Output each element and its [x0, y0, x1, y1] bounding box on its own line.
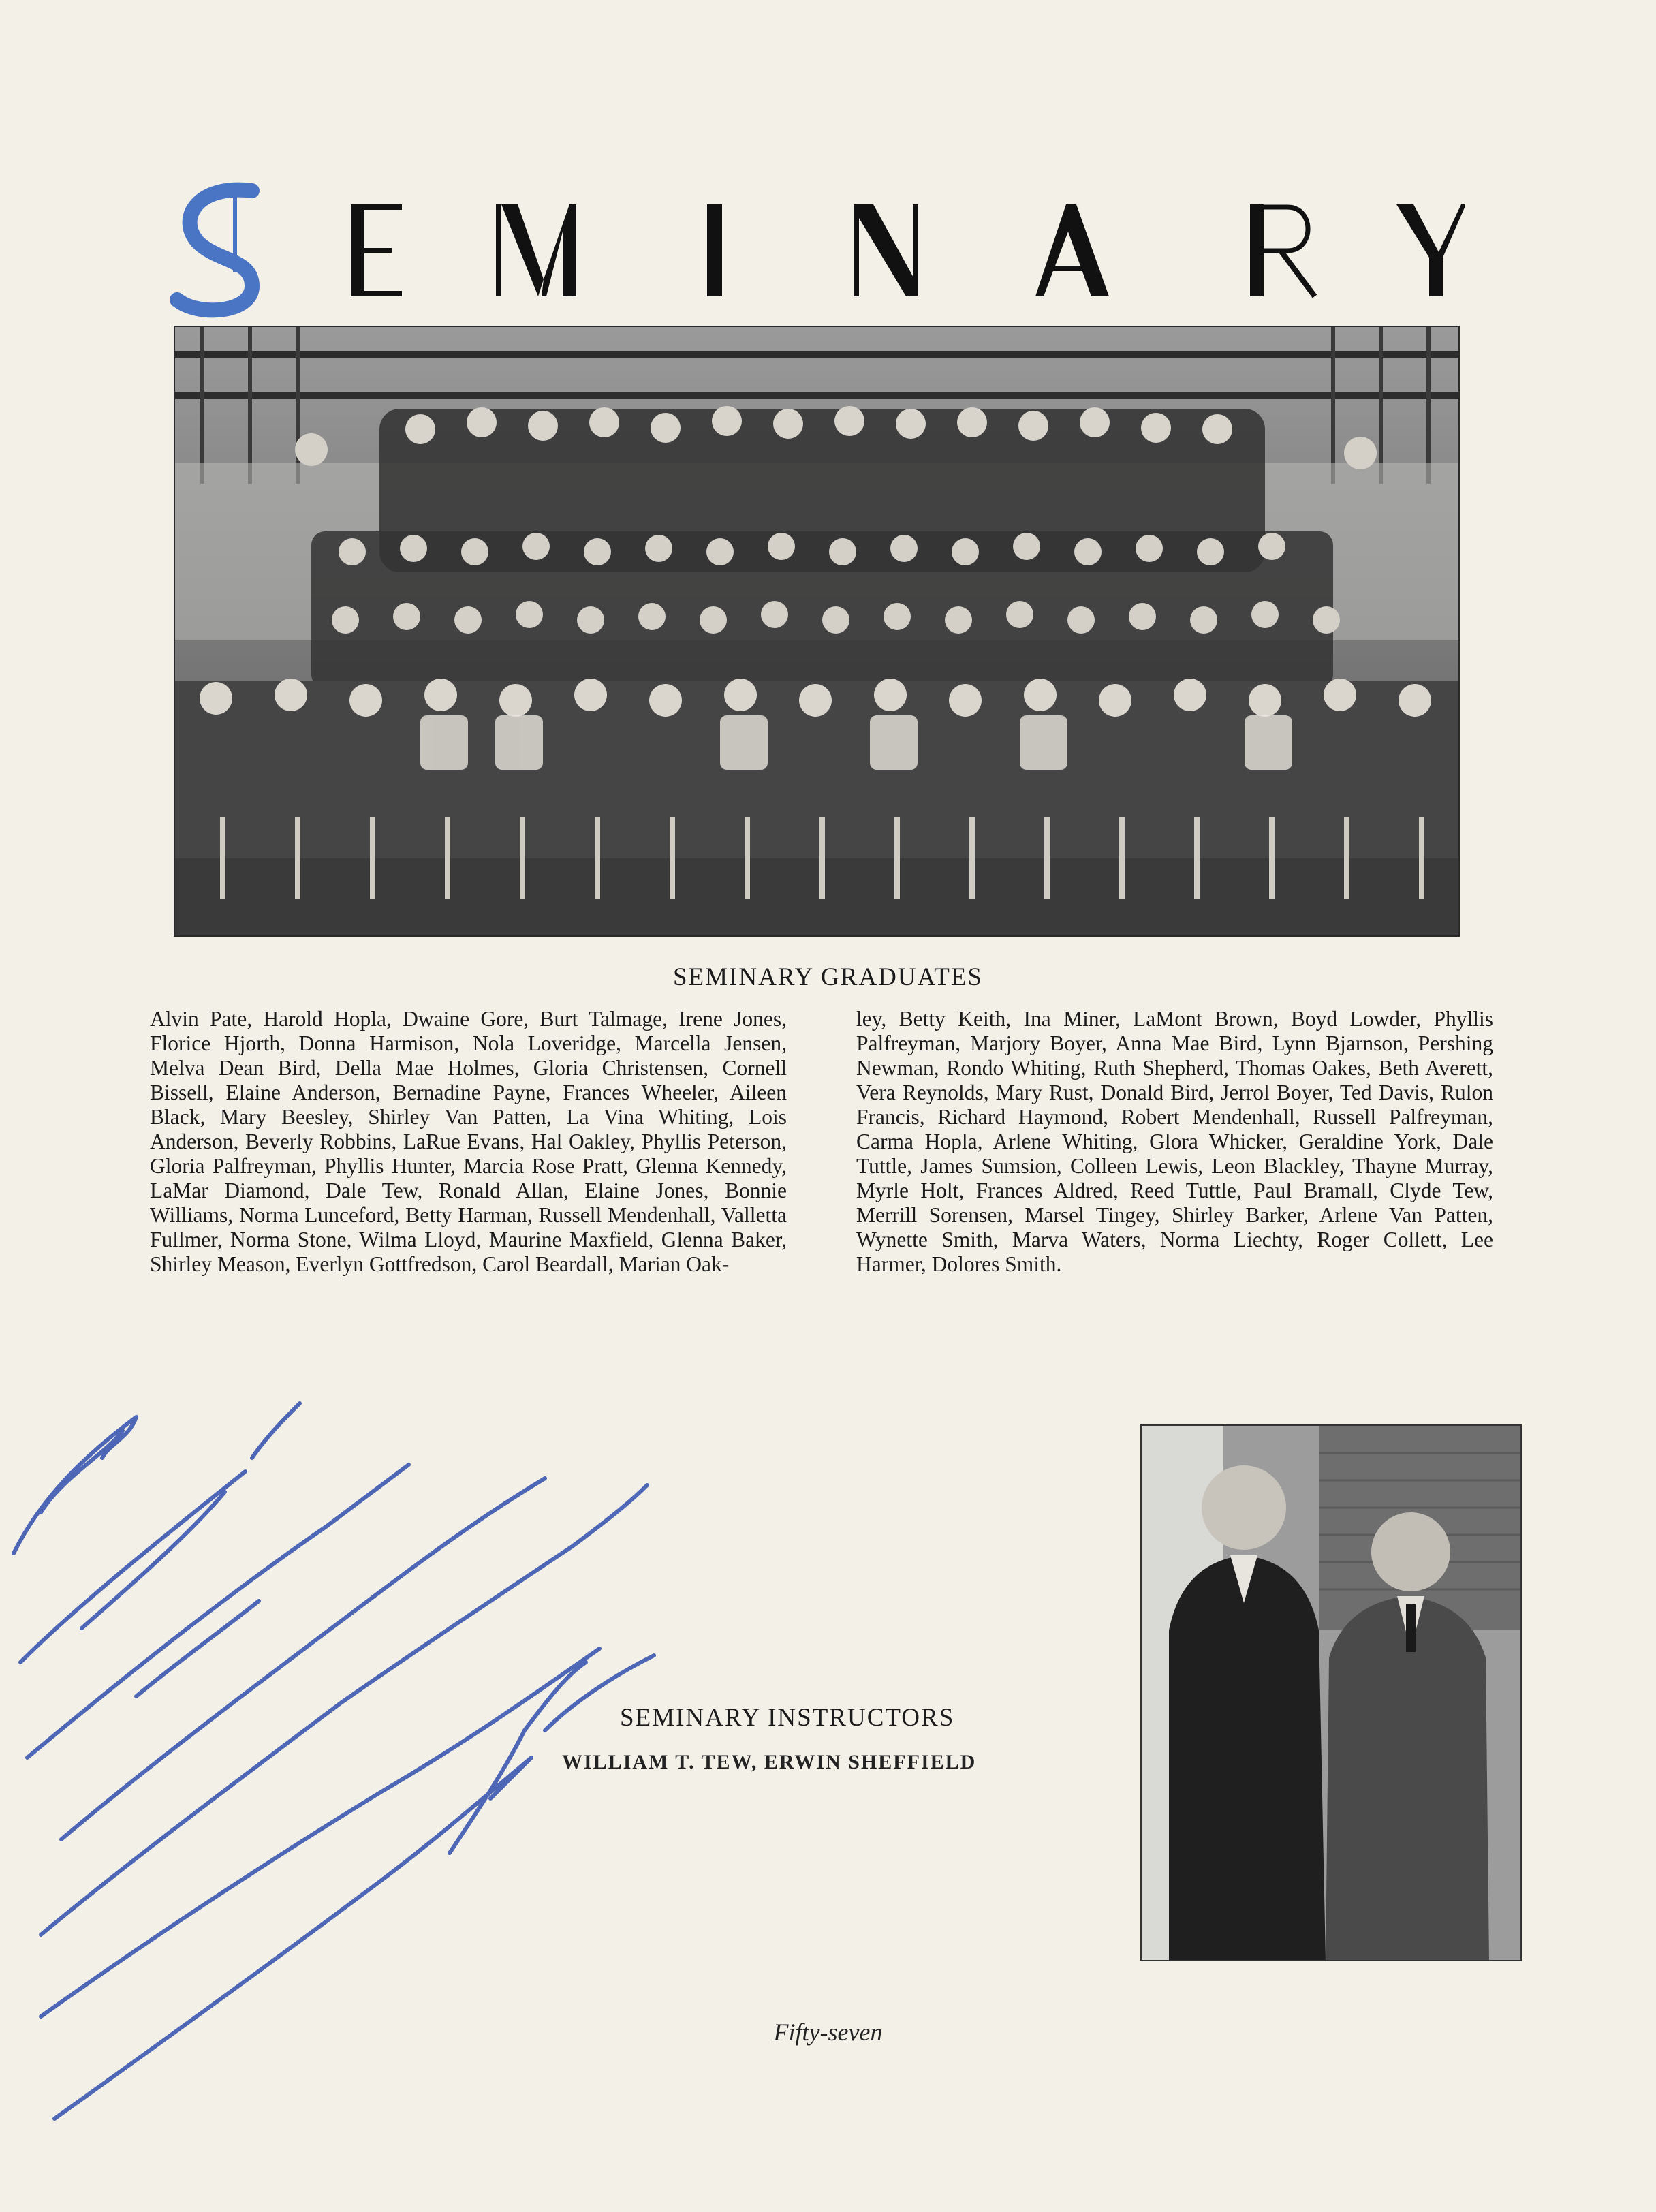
instructors-photo-image: [1142, 1426, 1520, 1960]
title-letter-a: [1035, 204, 1109, 296]
graduates-names-left: Alvin Pate, Harold Hopla, Dwaine Gore, Burt Talmage, Irene Jones, Florice Hjorth, Donna Harmison, Nola Loveridge, Marcella Jensen, Melva Dean Bird, Della Mae Holmes, Gloria Christensen, Cornell Bissell, Elaine Anderson, Bernadine Payne, Frances Wheeler, Aileen Black, Mary Beesley, Shirley Van Patten, La Vina Whiting, Lois Anderson, Beverly Robbins, LaRue Evans, Hal Oakley, Phyllis Peterson, Gloria Palfreyman, Phyllis Hunter, Marcia Rose Pratt, Glenna Kennedy, LaMar Diamond, Dale Tew, Ronald Allan, Elaine Jones, Bonnie Williams, Norma Lunceford, Betty Harman, Russell Mendenhall, Valletta Fullmer, Norma Stone, Wilma Lloyd, Maurine Maxfield, Glenna Baker, Shirley Meason, Everlyn Gottfredson, Carol Beardall, Marian Oak-: [150, 1007, 787, 1276]
page-number: Fifty-seven: [773, 2019, 883, 2046]
instructors-names: WILLIAM T. TEW, ERWIN SHEFFIELD: [562, 1751, 977, 1773]
handwritten-inscription: [0, 1376, 681, 2153]
group-photo-image: [175, 327, 1458, 935]
title-letter-n: [854, 204, 918, 296]
title-letter-e: [351, 204, 402, 296]
title-letter-m: [496, 204, 576, 296]
title-letter-i: [707, 204, 722, 296]
graduates-caption: SEMINARY GRADUATES: [672, 963, 984, 991]
title-letter-r: [1250, 204, 1315, 296]
handwritten-inscription-image: [0, 1376, 681, 2153]
instructors-photo: [1140, 1424, 1522, 1961]
page-title: [170, 177, 1465, 327]
title-initial-s: [177, 189, 252, 310]
title-letter-y: [1396, 204, 1465, 296]
instructors-caption: SEMINARY INSTRUCTORS: [620, 1704, 955, 1732]
seminary-title-lettering: [170, 177, 1465, 327]
group-photo: [174, 326, 1460, 937]
graduates-names-right: ley, Betty Keith, Ina Miner, LaMont Brown, Boyd Lowder, Phyllis Palfreyman, Marjory Boyer, Anna Mae Bird, Lynn Bjarnson, Pershing Newman, Rondo Whiting, Ruth Shepherd, Thomas Oakes, Beth Averett, Vera Reynolds, Mary Rust, Donald Bird, Jerrol Boyer, Ted Davis, Rulon Francis, Richard Haymond, Robert Mendenhall, Russell Palfreyman, Carma Hopla, Arlene Whiting, Glora Whicker, Geraldine York, Dale Tuttle, James Sumsion, Colleen Lewis, Leon Blackley, Thayne Murray, Myrle Holt, Frances Aldred, Reed Tuttle, Paul Bramall, Clyde Tew, Merrill Sorensen, Marsel Tingey, Shirley Barker, Arlene Van Patten, Wynette Smith, Marva Waters, Norma Liechty, Roger Collett, Lee Harmer, Dolores Smith.: [856, 1007, 1493, 1276]
